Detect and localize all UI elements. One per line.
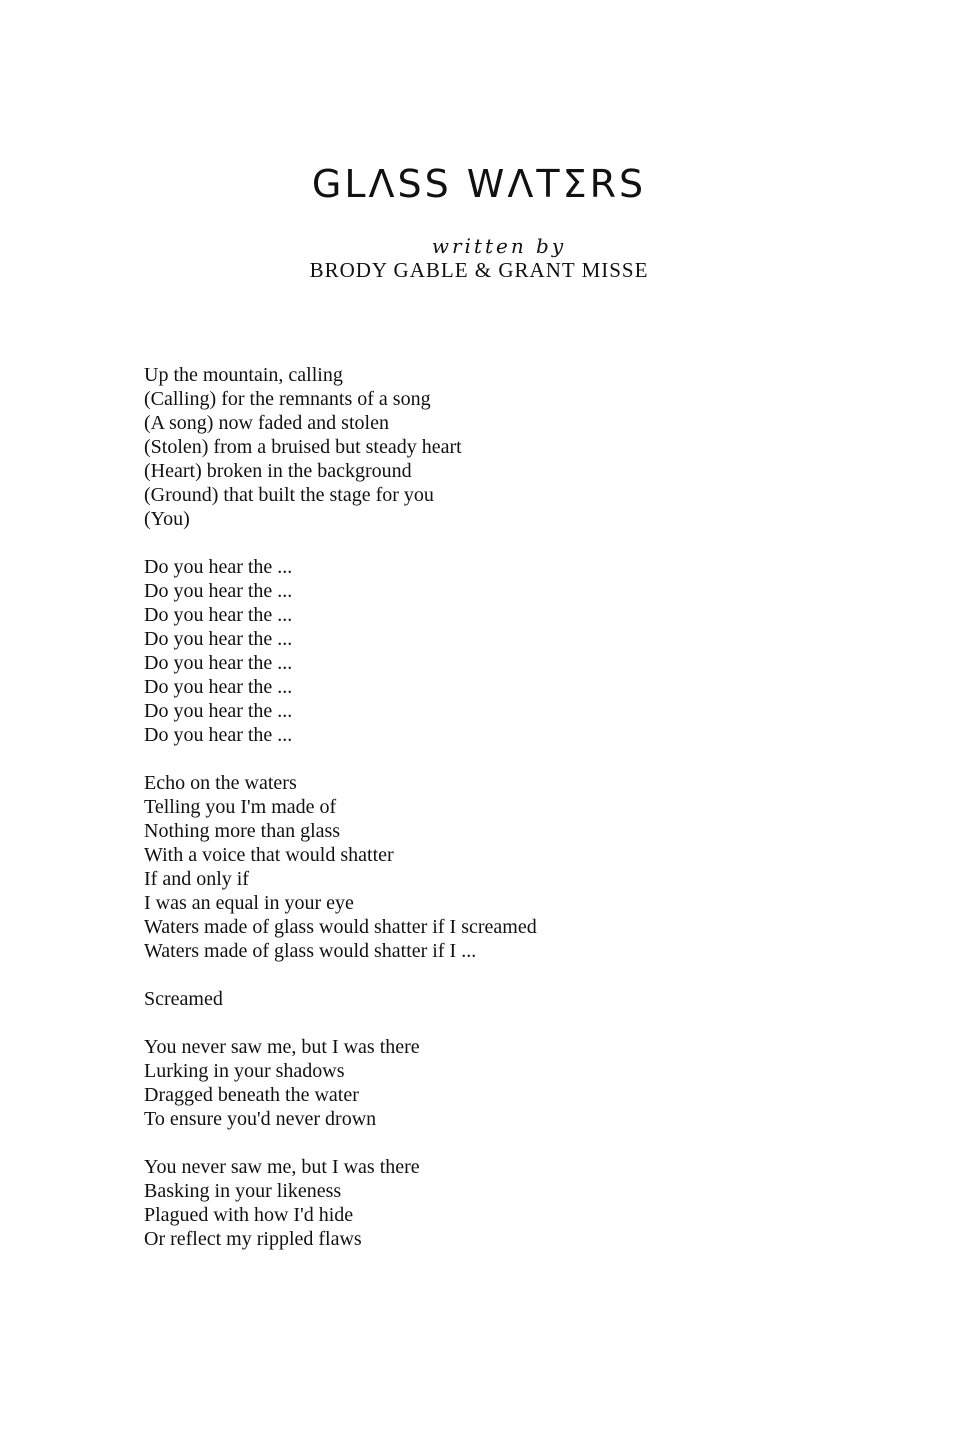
lyric-line: Do you hear the ...: [144, 580, 293, 602]
lyric-line: Lurking in your shadows: [144, 1060, 345, 1082]
lyric-line: You never saw me, but I was there: [144, 1036, 420, 1058]
lyric-line: I was an equal in your eye: [144, 892, 354, 914]
stanza: [144, 1035, 904, 1131]
lyric-line: If and only if: [144, 868, 249, 890]
stanza: [144, 771, 904, 963]
lyric-line: (Ground) that built the stage for you: [144, 484, 434, 506]
lyric-line: Nothing more than glass: [144, 820, 341, 842]
authors-line: BRODY GABLE & GRANT MISSE: [309, 258, 649, 282]
lyric-line: Do you hear the ...: [144, 556, 293, 578]
lyric-line: To ensure you'd never drown: [144, 1108, 377, 1130]
lyric-line: Basking in your likeness: [144, 1180, 342, 1202]
lyric-line: Do you hear the ...: [144, 724, 293, 746]
lyric-line: Do you hear the ...: [144, 700, 293, 722]
song-title: GLΛSS WΛTΣRS: [311, 162, 647, 206]
lyric-line: You never saw me, but I was there: [144, 1156, 420, 1178]
lyric-line: Do you hear the ...: [144, 604, 293, 626]
lyric-line: With a voice that would shatter: [144, 844, 394, 866]
lyric-line: Telling you I'm made of: [144, 796, 337, 818]
lyric-line: (You): [144, 508, 190, 530]
lyric-line: Up the mountain, calling: [144, 364, 343, 386]
written-by-label: written by: [431, 234, 567, 258]
lyric-line: Do you hear the ...: [144, 676, 293, 698]
lyric-line: Dragged beneath the water: [144, 1084, 359, 1106]
stanza: [144, 1155, 904, 1251]
stanza: [144, 555, 904, 747]
lyric-line: Or reflect my rippled flaws: [144, 1228, 362, 1250]
lyric-line: Do you hear the ...: [144, 652, 293, 674]
lyric-line: Waters made of glass would shatter if I screamed: [144, 916, 537, 938]
lyric-line: Do you hear the ...: [144, 628, 293, 650]
lyric-line: (Heart) broken in the background: [144, 460, 412, 482]
lyric-line: Waters made of glass would shatter if I ...: [144, 940, 477, 962]
stanza: [144, 987, 904, 1011]
lyric-line: Screamed: [144, 988, 223, 1010]
stanza: [144, 363, 904, 531]
lyrics-body: [144, 363, 904, 1275]
lyric-line: (A song) now faded and stolen: [144, 412, 389, 434]
lyric-line: (Stolen) from a bruised but steady heart: [144, 436, 462, 458]
lyric-line: (Calling) for the remnants of a song: [144, 388, 431, 410]
lyric-line: Plagued with how I'd hide: [144, 1204, 354, 1226]
lyric-line: Echo on the waters: [144, 772, 297, 794]
